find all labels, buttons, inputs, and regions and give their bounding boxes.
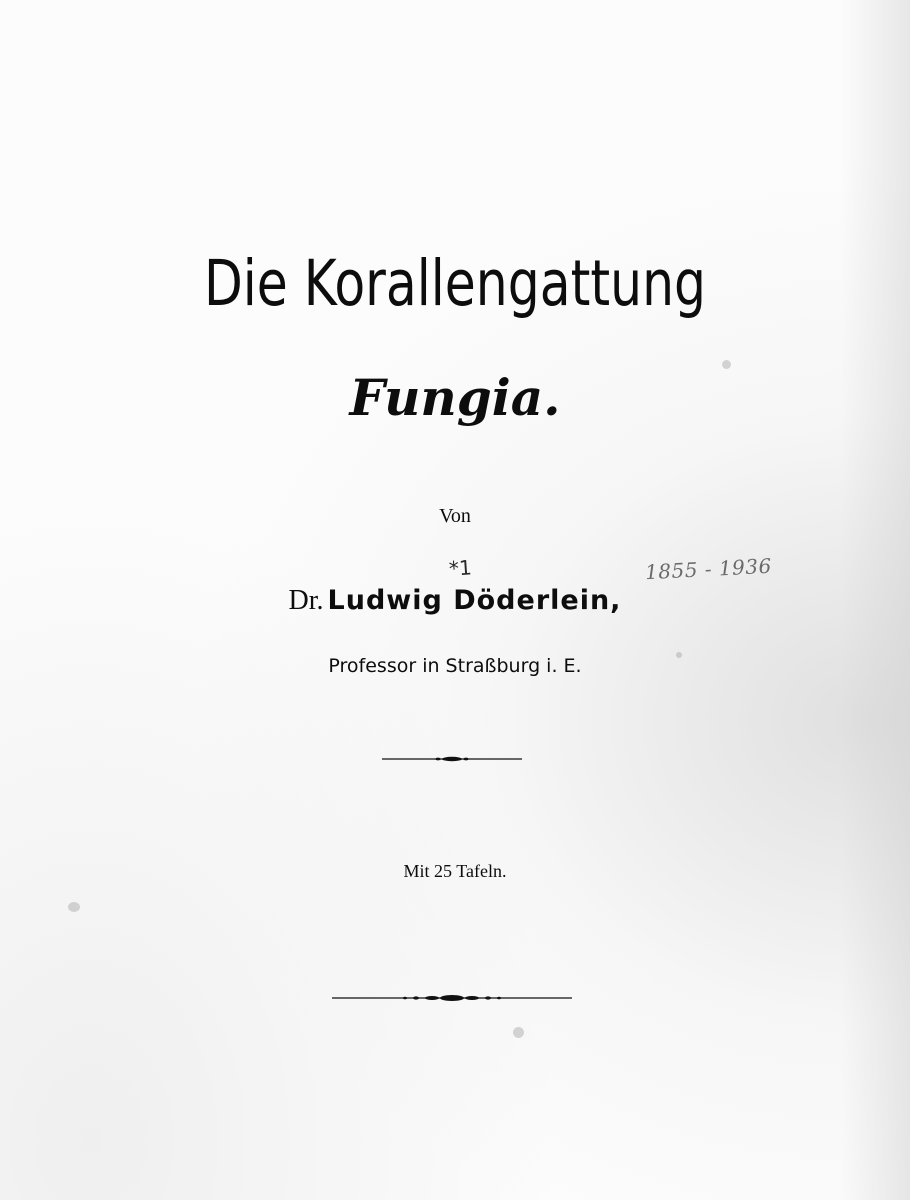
- author-name: Ludwig Döderlein,: [327, 585, 622, 616]
- author-affiliation: Professor in Straßburg i. E.: [328, 655, 582, 677]
- book-subtitle: Fungia.: [349, 368, 561, 427]
- ornamental-rule-large: [332, 990, 572, 1006]
- author-line: [0, 584, 910, 622]
- handwritten-mark: *1: [448, 555, 473, 581]
- byline: Von: [439, 505, 471, 527]
- plates-note: Mit 25 Tafeln.: [403, 861, 507, 881]
- paper-speck: [513, 1027, 524, 1038]
- paper-speck: [68, 902, 80, 912]
- ornamental-rule: [382, 752, 522, 766]
- handwritten-years: 1855 - 1936: [644, 553, 773, 585]
- book-title: Die Korallengattung: [203, 247, 707, 320]
- author-prefix: Dr.: [288, 585, 324, 616]
